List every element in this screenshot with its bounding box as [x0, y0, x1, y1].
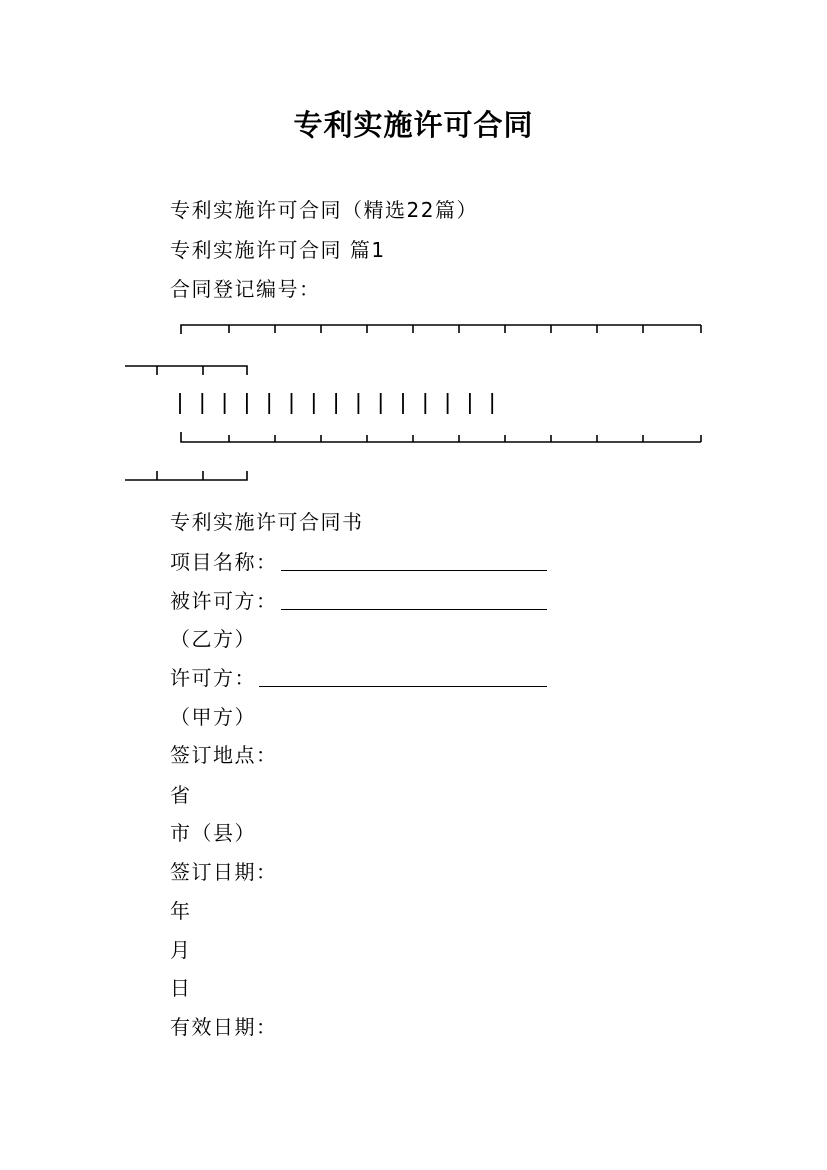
project-name-label: 项目名称： — [170, 550, 278, 574]
registration-number-grid — [0, 0, 827, 500]
licensor-label: 许可方： — [170, 666, 256, 690]
page-title: 专利实施许可合同 — [293, 108, 534, 142]
licensee-input[interactable] — [281, 609, 547, 610]
document-subtitle: 专利实施许可合同（精选22篇） — [170, 198, 478, 222]
form-title: 专利实施许可合同书 — [170, 510, 364, 534]
section-heading: 专利实施许可合同 篇1 — [170, 238, 386, 262]
city-county-label: 市（县） — [170, 821, 256, 845]
registration-number-label: 合同登记编号： — [170, 277, 321, 301]
licensee-label: 被许可方： — [170, 589, 278, 613]
valid-date-label: 有效日期： — [170, 1015, 278, 1039]
licensor-input[interactable] — [259, 686, 547, 687]
month-label: 月 — [170, 938, 192, 962]
party-b-label: （乙方） — [170, 627, 256, 651]
day-label: 日 — [170, 976, 192, 1000]
party-a-label: （甲方） — [170, 705, 256, 729]
year-label: 年 — [170, 899, 192, 923]
signing-place-label: 签订地点： — [170, 743, 278, 767]
province-label: 省 — [170, 783, 192, 807]
project-name-input[interactable] — [281, 570, 547, 571]
signing-date-label: 签订日期： — [170, 860, 278, 884]
